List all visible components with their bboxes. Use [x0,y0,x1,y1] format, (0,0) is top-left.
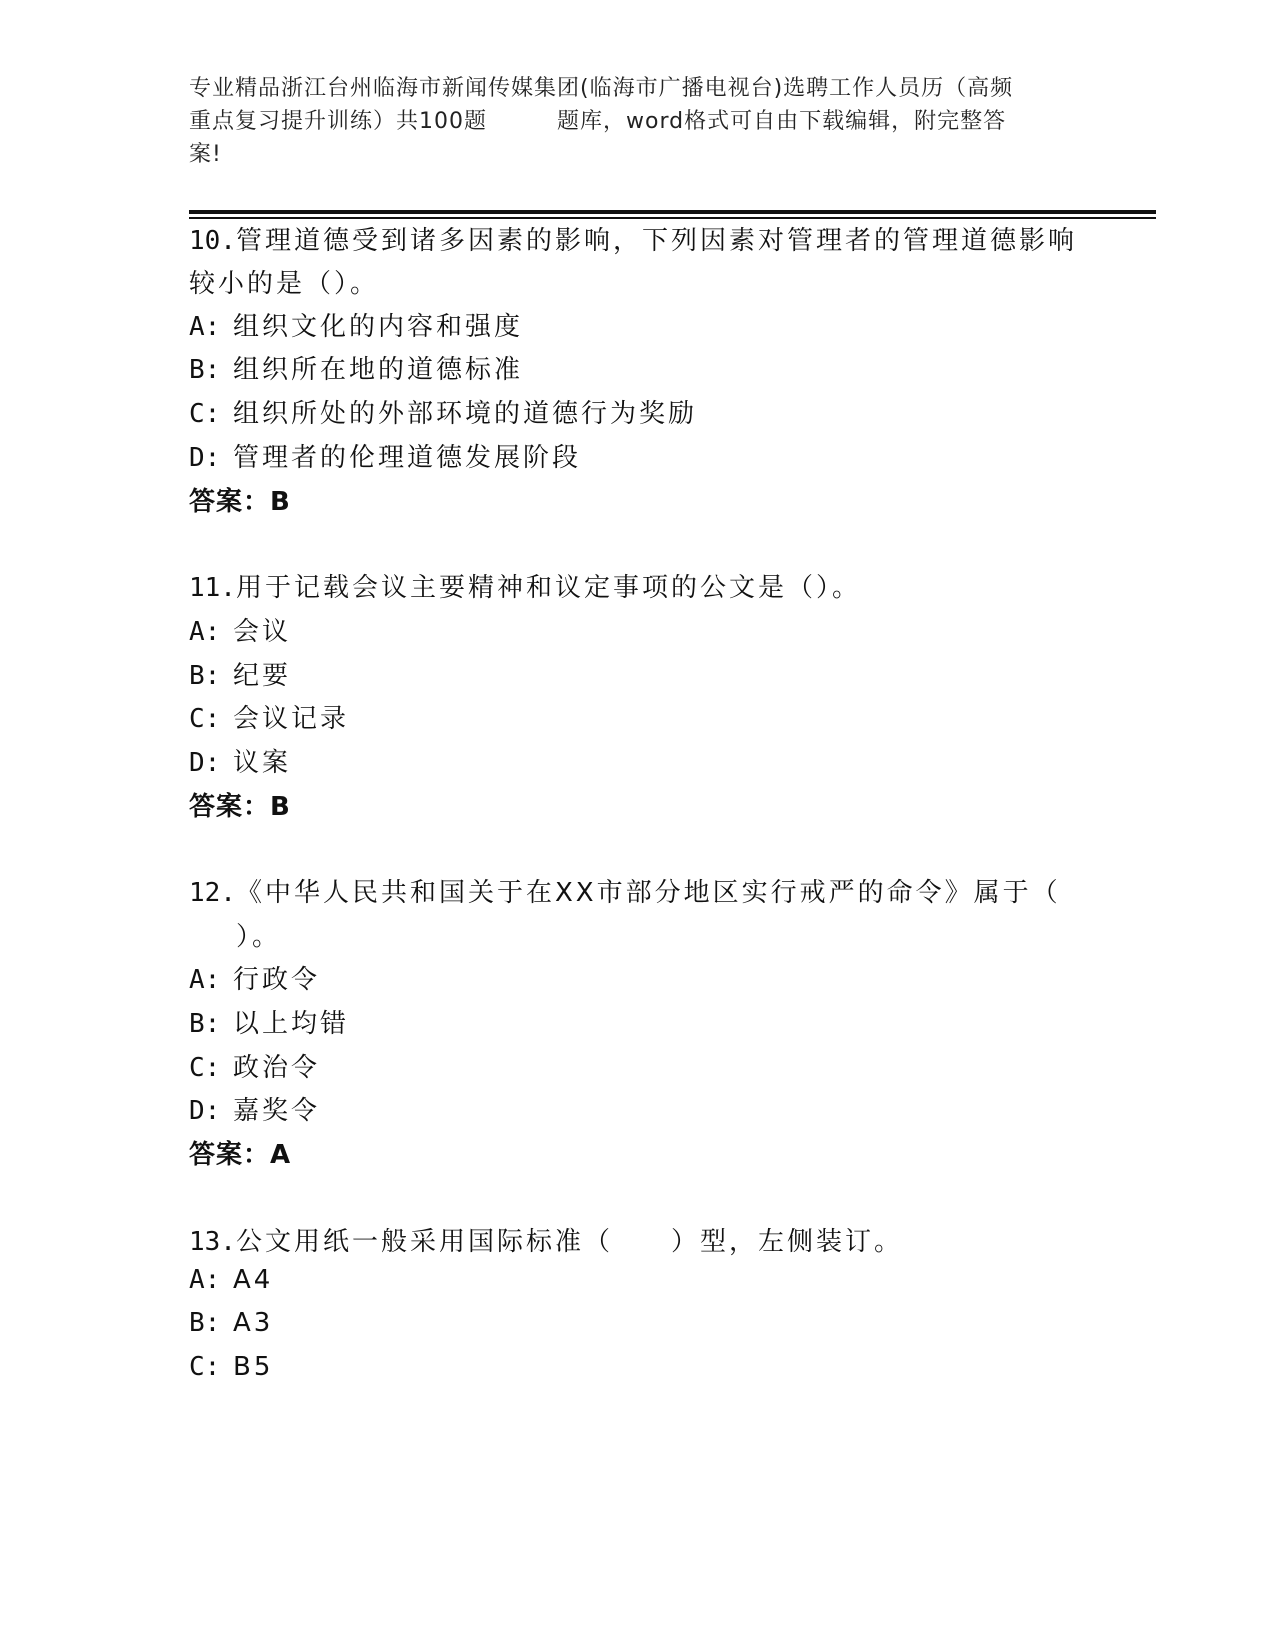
question-10-line-1 [189,220,1077,257]
question-12-line-1 [189,872,1061,909]
option-text: 管理者的伦理道德发展阶段 [233,443,582,473]
question-11-option-a [189,611,291,648]
option-text: 行政令 [233,965,321,995]
question-12-option-d [189,1090,320,1127]
option-key: A: [189,1265,221,1295]
option-text: 组织文化的内容和强度 [233,312,524,342]
question-13-option-a [189,1265,273,1295]
question-10-line-2: 较小的是（）。 [189,269,380,299]
option-text: 政治令 [233,1053,321,1083]
option-key: D: [189,443,221,473]
question-text: 用于记载会议主要精神和议定事项的公文是（）。 [235,573,861,603]
option-key: C: [189,1053,221,1083]
question-number: 13. [189,1227,236,1257]
option-text: 议案 [233,748,292,778]
option-text: B5 [233,1352,274,1382]
question-10-option-b [189,349,523,386]
option-text: 纪要 [233,661,292,691]
option-key: B: [189,1009,221,1039]
question-11-answer: 答案：B [189,792,291,822]
option-text: 嘉奖令 [233,1096,321,1126]
header-line-1: 专业精品浙江台州临海市新闻传媒集团(临海市广播电视台)选聘工作人员历（高频 [189,76,1014,101]
header-line-2-part-b: 题库，word格式可自由下载编辑，附完整答 [557,109,1007,134]
option-key: A: [189,312,221,342]
option-text: A4 [233,1265,274,1295]
question-number: 12. [189,878,236,908]
question-12-option-c [189,1047,320,1084]
option-key: B: [189,355,221,385]
question-11-line-1 [189,567,861,604]
header-line-2-part-a: 重点复习提升训练）共100题 [189,109,487,134]
option-text: 会议 [233,617,292,647]
question-11-option-b [189,655,291,692]
question-number: 11. [189,573,236,603]
question-13-option-c [189,1352,273,1382]
header-line-3: 案! [189,142,222,167]
question-11-option-d [189,742,291,779]
option-key: B: [189,1308,221,1338]
question-10-answer: 答案：B [189,487,291,517]
question-10-option-d [189,437,581,474]
question-13-line-1 [189,1221,903,1258]
question-13-option-b [189,1308,273,1338]
question-text: 公文用纸一般采用国际标准（ ）型，左侧装订。 [235,1227,903,1257]
option-text: 组织所在地的道德标准 [233,355,524,385]
question-10-option-a [189,306,523,343]
option-key: C: [189,1352,221,1382]
option-key: B: [189,661,221,691]
question-12-line-2: ）。 [236,922,282,952]
option-text: 以上均错 [233,1009,350,1039]
option-text: 会议记录 [233,704,350,734]
question-11-option-c [189,698,349,735]
header-line-2 [189,105,1089,138]
option-key: D: [189,1096,221,1126]
document-header [189,72,1089,171]
header-divider-thin [189,217,1156,219]
question-text: 管理道德受到诸多因素的影响，下列因素对管理者的管理道德影响 [235,226,1077,256]
option-key: D: [189,748,221,778]
header-divider-thick [189,210,1156,214]
option-key: C: [189,704,221,734]
option-key: C: [189,399,221,429]
option-text: 组织所处的外部环境的道德行为奖励 [233,399,698,429]
question-text: 《中华人民共和国关于在XX市部分地区实行戒严的命令》属于（ [235,878,1061,908]
question-number: 10. [189,226,236,256]
option-key: A: [189,617,221,647]
question-12-option-b [189,1003,349,1040]
question-12-option-a [189,959,320,996]
option-key: A: [189,965,221,995]
question-10-option-c [189,393,697,430]
question-12-answer: 答案：A [189,1140,292,1170]
option-text: A3 [233,1308,274,1338]
